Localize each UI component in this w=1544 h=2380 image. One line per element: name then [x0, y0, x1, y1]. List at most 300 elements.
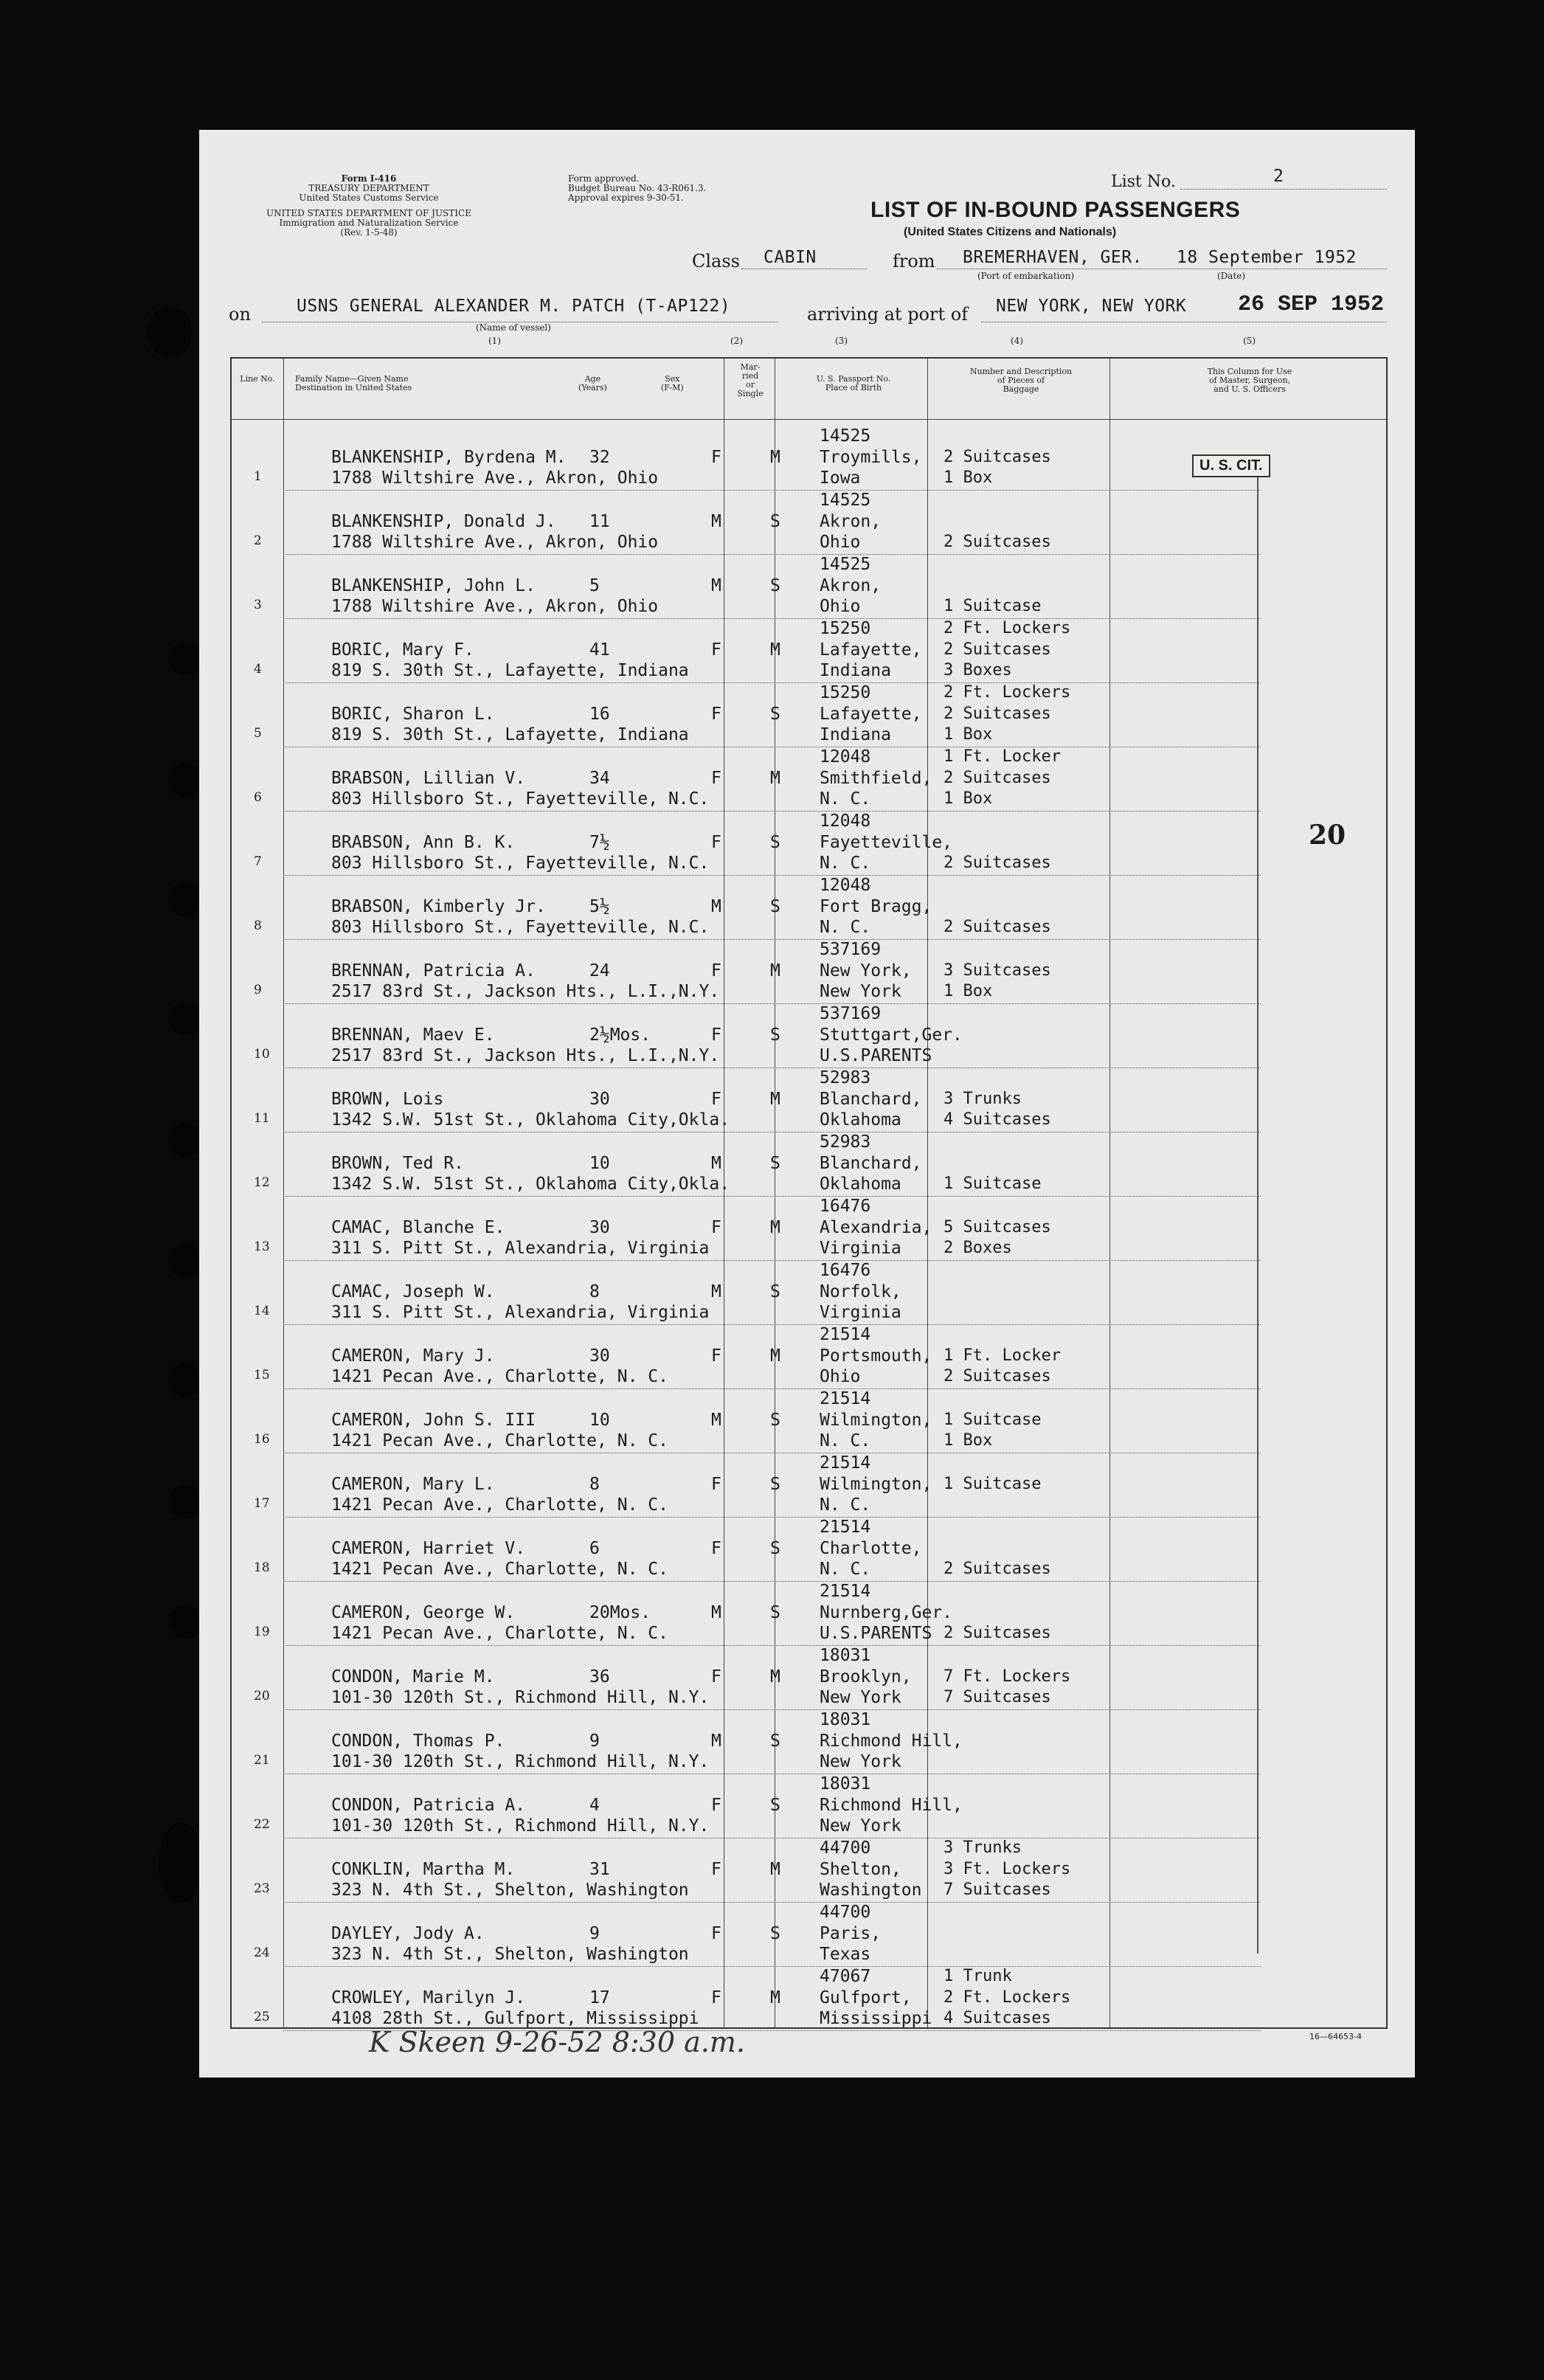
marital-status: M — [770, 1218, 780, 1237]
birth-place-line-1: Troymills, — [820, 448, 922, 467]
passport-number: 14525 — [820, 491, 871, 510]
birth-place-line-1: Blanchard, — [820, 1090, 922, 1109]
col-num-2: (2) — [730, 336, 743, 346]
passenger-address: 803 Hillsboro St., Fayetteville, N.C. — [331, 789, 710, 809]
line-number: 11 — [254, 1111, 270, 1126]
baggage-line-3: 3 Boxes — [944, 661, 1012, 679]
baggage-line-3: 1 Box — [944, 789, 993, 808]
marital-status: S — [770, 576, 780, 595]
line-number: 20 — [254, 1689, 270, 1703]
table-row — [232, 1132, 1386, 1197]
baggage-line-3: 1 Suitcase — [944, 1175, 1042, 1193]
baggage-line-2: 5 Suitcases — [944, 1218, 1051, 1236]
marital-status: S — [770, 833, 780, 852]
table-row — [232, 1453, 1386, 1518]
birth-place-line-1: Richmond Hill, — [820, 1732, 963, 1751]
header-officers: This Column for Use of Master, Surgeon, and U. S. Officers — [1207, 367, 1292, 394]
arriving-label: arriving at port of — [807, 304, 969, 325]
col-num-5: (5) — [1243, 336, 1256, 346]
baggage-line-1: 2 Ft. Lockers — [944, 619, 1071, 637]
passenger-address: 1421 Pecan Ave., Charlotte, N. C. — [331, 1624, 668, 1643]
passenger-age: 31 — [589, 1860, 610, 1879]
birth-place-line-2: Virginia — [820, 1303, 901, 1322]
marital-status: S — [770, 1603, 780, 1622]
line-number: 6 — [254, 790, 262, 805]
page-title: LIST OF IN-BOUND PASSENGERS — [870, 198, 1241, 222]
birth-place-line-2: Virginia — [820, 1239, 901, 1258]
line-number: 8 — [254, 919, 262, 933]
line-number: 16 — [254, 1432, 270, 1447]
date-caption: (Date) — [1217, 271, 1246, 281]
marital-status: S — [770, 1411, 780, 1430]
col-num-4: (4) — [1011, 336, 1023, 346]
birth-place-line-1: Akron, — [820, 576, 882, 595]
class-value: CABIN — [764, 248, 817, 267]
form-revision: (Rev. 1-5-48) — [340, 227, 398, 238]
passport-number: 21514 — [820, 1518, 871, 1537]
passport-number: 21514 — [820, 1325, 871, 1344]
marital-status: S — [770, 897, 780, 916]
form-number: Form I-416 — [341, 173, 397, 184]
approval-line: Form approved. — [568, 173, 640, 184]
punch-hole — [168, 1002, 202, 1036]
passport-number: 15250 — [820, 683, 871, 702]
birth-place-line-1: Lafayette, — [820, 705, 922, 724]
dept-justice-sub: Immigration and Naturalization Service — [279, 218, 459, 228]
marital-status: S — [770, 1154, 780, 1173]
passenger-address: 2517 83rd St., Jackson Hts., L.I.,N.Y. — [331, 982, 720, 1001]
baggage-line-2: 2 Suitcases — [944, 448, 1051, 466]
baggage-line-2: 1 Ft. Locker — [944, 1346, 1061, 1365]
passenger-sex: F — [711, 1218, 721, 1237]
line-number: 15 — [254, 1368, 270, 1383]
line-number: 21 — [254, 1753, 270, 1768]
line-number: 7 — [254, 854, 262, 869]
birth-place-line-1: Charlotte, — [820, 1539, 922, 1558]
passenger-name: CONDON, Patricia A. — [331, 1796, 526, 1815]
punch-hole — [168, 763, 202, 797]
approval-line: Approval expires 9-30-51. — [568, 193, 684, 203]
birth-place-line-2: New York — [820, 1752, 901, 1771]
passenger-address: 323 N. 4th St., Shelton, Washington — [331, 1881, 689, 1900]
line-number: 25 — [254, 2010, 270, 2024]
table-row — [232, 1710, 1386, 1774]
birth-place-line-2: N. C. — [820, 1431, 871, 1450]
line-number: 10 — [254, 1047, 270, 1062]
passport-number: 16476 — [820, 1261, 871, 1280]
birth-place-line-2: U.S.PARENTS — [820, 1624, 932, 1643]
manifest-page — [199, 130, 1415, 2078]
birth-place-line-2: N. C. — [820, 1560, 871, 1579]
passport-number: 52983 — [820, 1132, 871, 1152]
passenger-address: 311 S. Pitt St., Alexandria, Virginia — [331, 1303, 710, 1322]
table-row — [232, 619, 1386, 683]
approval-line: Budget Bureau No. 43-R061.3. — [568, 183, 707, 193]
baggage-line-3: 2 Suitcases — [944, 854, 1051, 872]
birth-place-line-1: Blanchard, — [820, 1154, 922, 1173]
passenger-address: 2517 83rd St., Jackson Hts., L.I.,N.Y. — [331, 1046, 720, 1065]
line-number: 3 — [254, 598, 262, 612]
baggage-line-3: 7 Suitcases — [944, 1881, 1051, 1899]
passenger-sex: F — [711, 448, 721, 467]
baggage-line-2: 2 Suitcases — [944, 640, 1051, 659]
birth-place-line-1: Akron, — [820, 512, 882, 531]
line-number: 2 — [254, 533, 262, 548]
passenger-sex: F — [711, 833, 721, 852]
class-label: Class — [692, 251, 740, 271]
print-code: 16—64653-4 — [1309, 2032, 1362, 2041]
passenger-sex: F — [711, 1025, 721, 1045]
marital-status: S — [770, 512, 780, 531]
passenger-age: 2½Mos. — [589, 1025, 651, 1045]
table-row — [232, 683, 1386, 747]
passport-number: 18031 — [820, 1710, 871, 1729]
passenger-age: 32 — [589, 448, 610, 467]
line-number: 24 — [254, 1945, 270, 1960]
vessel-caption: (Name of vessel) — [476, 322, 551, 333]
table-row — [232, 1261, 1386, 1325]
baggage-line-3: 2 Suitcases — [944, 1560, 1051, 1578]
marital-status: M — [770, 961, 780, 980]
table-row — [232, 940, 1386, 1004]
passenger-address: 323 N. 4th St., Shelton, Washington — [331, 1945, 689, 1964]
marital-status: M — [770, 1090, 780, 1109]
passenger-name: BLANKENSHIP, John L. — [331, 576, 536, 595]
dept-treasury: TREASURY DEPARTMENT — [308, 183, 429, 193]
line-number: 4 — [254, 662, 262, 677]
passenger-address: 1788 Wiltshire Ave., Akron, Ohio — [331, 468, 659, 488]
baggage-line-2: 3 Suitcases — [944, 961, 1051, 980]
passenger-age: 17 — [589, 1988, 610, 2007]
table-row — [232, 812, 1386, 876]
passenger-sex: M — [711, 512, 721, 531]
table-row — [232, 1325, 1386, 1389]
passenger-address: 1421 Pecan Ave., Charlotte, N. C. — [331, 1495, 668, 1515]
passenger-name: BROWN, Lois — [331, 1090, 444, 1109]
arrival-date-stamp: 26 SEP 1952 — [1238, 292, 1385, 317]
birth-place-line-1: Shelton, — [820, 1860, 901, 1879]
passenger-name: DAYLEY, Jody A. — [331, 1924, 485, 1943]
passenger-sex: F — [711, 769, 721, 788]
line-number: 9 — [254, 983, 262, 997]
baggage-line-2: 2 Ft. Lockers — [944, 1988, 1071, 2007]
col-num-1: (1) — [488, 336, 501, 346]
birth-place-line-1: Lafayette, — [820, 640, 922, 660]
approval-block — [568, 174, 706, 203]
baggage-line-3: 1 Box — [944, 468, 993, 487]
header-married: Mar- ried or Single — [737, 362, 764, 398]
birth-place-line-1: Brooklyn, — [820, 1667, 912, 1687]
baggage-line-3: 2 Suitcases — [944, 1624, 1051, 1642]
list-no-line — [1180, 189, 1387, 190]
arrival-port: NEW YORK, NEW YORK — [996, 297, 1187, 316]
passenger-address: 1788 Wiltshire Ave., Akron, Ohio — [331, 533, 659, 552]
punch-hole — [168, 642, 202, 676]
passenger-sex: F — [711, 1539, 721, 1558]
passport-number: 14525 — [820, 555, 871, 574]
birth-place-line-2: N. C. — [820, 918, 871, 937]
passenger-name: CONDON, Marie M. — [331, 1667, 495, 1687]
birth-place-line-2: Indiana — [820, 725, 891, 744]
passenger-sex: F — [711, 1475, 721, 1494]
table-row — [232, 1582, 1386, 1646]
passenger-age: 6 — [589, 1539, 600, 1558]
passport-number: 44700 — [820, 1838, 871, 1858]
passenger-sex: M — [711, 1282, 721, 1301]
birth-place-line-1: Smithfield, — [820, 769, 932, 788]
table-row — [232, 1004, 1386, 1068]
birth-place-line-1: Richmond Hill, — [820, 1796, 963, 1815]
birth-place-line-1: Fayetteville, — [820, 833, 953, 852]
passenger-sex: F — [711, 1346, 721, 1366]
baggage-line-3: 4 Suitcases — [944, 1110, 1051, 1129]
birth-place-line-2: New York — [820, 982, 901, 1001]
line-number: 5 — [254, 726, 262, 741]
passenger-age: 9 — [589, 1732, 600, 1751]
passport-number: 52983 — [820, 1068, 871, 1087]
passenger-address: 1421 Pecan Ave., Charlotte, N. C. — [331, 1560, 668, 1579]
page-subtitle: (United States Citizens and Nationals) — [904, 226, 1117, 238]
baggage-line-2: 3 Ft. Lockers — [944, 1860, 1071, 1878]
birth-place-line-2: N. C. — [820, 789, 871, 809]
passenger-sex: F — [711, 1796, 721, 1815]
baggage-line-3: 1 Box — [944, 1431, 993, 1450]
birth-place-line-2: Texas — [820, 1945, 871, 1964]
baggage-line-3: 1 Suitcase — [944, 597, 1042, 615]
punch-hole — [148, 306, 192, 358]
birth-place-line-2: New York — [820, 1688, 901, 1707]
table-row — [232, 491, 1386, 555]
birth-place-line-1: Gulfport, — [820, 1988, 912, 2007]
birth-place-line-2: Oklahoma — [820, 1175, 901, 1194]
passenger-address: 101-30 120th St., Richmond Hill, N.Y. — [331, 1752, 710, 1771]
line-number: 14 — [254, 1304, 270, 1318]
passenger-name: BROWN, Ted R. — [331, 1154, 465, 1173]
baggage-line-1: 2 Ft. Lockers — [944, 683, 1071, 702]
passenger-name: BRENNAN, Maev E. — [331, 1025, 495, 1045]
passenger-sex: M — [711, 1603, 721, 1622]
birth-place-line-1: New York, — [820, 961, 912, 980]
on-label: on — [229, 304, 251, 325]
passenger-age: 8 — [589, 1282, 600, 1301]
birth-place-line-2: Washington — [820, 1881, 922, 1900]
passenger-address: 819 S. 30th St., Lafayette, Indiana — [331, 661, 689, 680]
table-row — [232, 555, 1386, 619]
birth-place-line-2: Mississippi — [820, 2009, 932, 2028]
birth-place-line-1: Alexandria, — [820, 1218, 932, 1237]
passenger-name: CAMERON, George W. — [331, 1603, 516, 1622]
header-family-name: Family Name—Given Name Destination in United States — [295, 374, 412, 392]
baggage-line-3: 2 Boxes — [944, 1239, 1012, 1257]
line-number: 12 — [254, 1175, 270, 1190]
departure-date: 18 September 1952 — [1177, 248, 1357, 267]
birth-place-line-2: Iowa — [820, 468, 861, 488]
passenger-name: BRABSON, Ann B. K. — [331, 833, 516, 852]
marital-status: S — [770, 705, 780, 724]
passenger-name: CONDON, Thomas P. — [331, 1732, 505, 1751]
table-row — [232, 1389, 1386, 1453]
passenger-sex: F — [711, 640, 721, 660]
from-port: BREMERHAVEN, GER. — [963, 248, 1143, 267]
passenger-age: 11 — [589, 512, 610, 531]
table-row — [232, 1068, 1386, 1132]
birth-place-line-2: Indiana — [820, 661, 891, 680]
baggage-line-3: 7 Suitcases — [944, 1688, 1051, 1706]
list-no-value: 2 — [1273, 167, 1284, 186]
birth-place-line-1: Norfolk, — [820, 1282, 901, 1301]
baggage-line-2: 7 Ft. Lockers — [944, 1667, 1071, 1686]
passenger-sex: F — [711, 1090, 721, 1109]
marital-status: S — [770, 1732, 780, 1751]
passport-number: 18031 — [820, 1774, 871, 1793]
punch-hole — [168, 1244, 202, 1278]
passenger-age: 5 — [589, 576, 600, 595]
from-label: from — [893, 251, 935, 271]
passenger-address: 819 S. 30th St., Lafayette, Indiana — [331, 725, 689, 744]
passenger-sex: F — [711, 961, 721, 980]
passenger-age: 34 — [589, 769, 610, 788]
marital-status: M — [770, 1988, 780, 2007]
passport-number: 12048 — [820, 747, 871, 767]
passenger-age: 9 — [589, 1924, 600, 1943]
baggage-line-1: 1 Trunk — [944, 1967, 1012, 1985]
table-row — [232, 1967, 1386, 2031]
passenger-age: 30 — [589, 1090, 610, 1109]
baggage-line-3: 1 Box — [944, 982, 993, 1000]
passenger-table — [230, 357, 1388, 2029]
passport-number: 18031 — [820, 1646, 871, 1665]
birth-place-line-2: Oklahoma — [820, 1110, 901, 1130]
us-citizen-stamp: U. S. CIT. — [1192, 454, 1270, 477]
line-number: 1 — [254, 469, 262, 484]
marital-status: S — [770, 1539, 780, 1558]
birth-place-line-2: N. C. — [820, 854, 871, 873]
table-row — [232, 876, 1386, 940]
passport-number: 21514 — [820, 1389, 871, 1408]
port-caption: (Port of embarkation) — [977, 271, 1075, 281]
passenger-age: 30 — [589, 1218, 610, 1237]
punch-hole — [159, 1822, 203, 1903]
birth-place-line-1: Wilmington, — [820, 1475, 932, 1494]
passenger-address: 101-30 120th St., Richmond Hill, N.Y. — [331, 1816, 710, 1836]
passenger-age: 24 — [589, 961, 610, 980]
passenger-name: CAMAC, Joseph W. — [331, 1282, 495, 1301]
marital-status: S — [770, 1282, 780, 1301]
header-separator — [232, 419, 1386, 420]
passenger-age: 41 — [589, 640, 610, 660]
form-id-block — [207, 174, 531, 238]
header-sex: Sex (F-M) — [661, 374, 684, 392]
birth-place-line-1: Fort Bragg, — [820, 897, 932, 916]
passenger-sex: M — [711, 1732, 721, 1751]
birth-place-line-1: Portsmouth, — [820, 1346, 932, 1366]
passenger-age: 30 — [589, 1346, 610, 1366]
passenger-age: 4 — [589, 1796, 600, 1815]
line-number: 18 — [254, 1560, 270, 1575]
table-row — [232, 1646, 1386, 1710]
passenger-age: 16 — [589, 705, 610, 724]
table-row — [232, 1518, 1386, 1582]
marital-status: S — [770, 1025, 780, 1045]
header-passport: U. S. Passport No. Place of Birth — [816, 374, 891, 392]
baggage-line-2: 3 Trunks — [944, 1090, 1022, 1108]
punch-hole — [168, 1363, 202, 1397]
passport-number: 44700 — [820, 1903, 871, 1922]
birth-place-line-2: Ohio — [820, 597, 861, 616]
passenger-age: 7½ — [589, 833, 610, 852]
passenger-address: 1421 Pecan Ave., Charlotte, N. C. — [331, 1431, 668, 1450]
passenger-name: BRABSON, Lillian V. — [331, 769, 526, 788]
list-no-label: List No. — [1111, 173, 1176, 191]
baggage-line-3: 2 Suitcases — [944, 1367, 1051, 1386]
passport-number: 537169 — [820, 940, 882, 959]
dept-treasury-sub: United States Customs Service — [299, 193, 439, 203]
dept-justice: UNITED STATES DEPARTMENT OF JUSTICE — [266, 208, 471, 218]
table-row — [232, 747, 1386, 812]
birth-place-line-1: Wilmington, — [820, 1411, 932, 1430]
margin-count: 20 — [1309, 820, 1346, 851]
passport-number: 12048 — [820, 812, 871, 831]
birth-place-line-2: Ohio — [820, 533, 861, 552]
passenger-address: 803 Hillsboro St., Fayetteville, N.C. — [331, 918, 710, 937]
baggage-line-2: 2 Suitcases — [944, 705, 1051, 723]
birth-place-line-2: N. C. — [820, 1495, 871, 1515]
header-line-no: Line No. — [240, 374, 275, 384]
marital-status: M — [770, 448, 780, 467]
line-number: 19 — [254, 1625, 270, 1639]
passenger-sex: M — [711, 897, 721, 916]
marital-status: M — [770, 1667, 780, 1687]
passport-number: 12048 — [820, 876, 871, 895]
passenger-address: 311 S. Pitt St., Alexandria, Virginia — [331, 1239, 710, 1258]
passenger-sex: F — [711, 1860, 721, 1879]
baggage-line-1: 1 Ft. Locker — [944, 747, 1061, 766]
header-baggage: Number and Description of Pieces of Baggage — [969, 367, 1073, 394]
passenger-sex: F — [711, 1924, 721, 1943]
passenger-sex: F — [711, 705, 721, 724]
marital-status: M — [770, 1346, 780, 1366]
passenger-name: BLANKENSHIP, Byrdena M. — [331, 448, 567, 467]
passport-number: 47067 — [820, 1967, 871, 1986]
birth-place-line-2: Ohio — [820, 1367, 861, 1386]
line-number: 17 — [254, 1496, 270, 1511]
baggage-line-3: 2 Suitcases — [944, 533, 1051, 551]
baggage-line-1: 3 Trunks — [944, 1838, 1022, 1857]
passenger-sex: F — [711, 1988, 721, 2007]
passenger-name: BRABSON, Kimberly Jr. — [331, 897, 546, 916]
marital-status: M — [770, 640, 780, 660]
passenger-name: CAMERON, John S. III — [331, 1411, 536, 1430]
passenger-age: 10 — [589, 1411, 610, 1430]
passenger-name: CONKLIN, Martha M. — [331, 1860, 516, 1879]
vessel-name: USNS GENERAL ALEXANDER M. PATCH (T-AP122) — [297, 297, 731, 316]
passenger-age: 36 — [589, 1667, 610, 1687]
passport-number: 21514 — [820, 1453, 871, 1473]
passport-number: 16476 — [820, 1197, 871, 1216]
passenger-address: 1342 S.W. 51st St., Oklahoma City,Okla. — [331, 1175, 730, 1194]
passport-number: 15250 — [820, 619, 871, 638]
passenger-name: CAMERON, Mary L. — [331, 1475, 495, 1494]
passenger-age: 5½ — [589, 897, 610, 916]
marital-status: S — [770, 1796, 780, 1815]
line-number: 13 — [254, 1239, 270, 1254]
passenger-age: 8 — [589, 1475, 600, 1494]
passenger-address: 4108 28th St., Gulfport, Mississippi — [331, 2009, 699, 2028]
punch-hole — [168, 882, 202, 916]
passenger-sex: M — [711, 1411, 721, 1430]
birth-place-line-2: U.S.PARENTS — [820, 1046, 932, 1065]
birth-place-line-1: Nurnberg,Ger. — [820, 1603, 953, 1622]
